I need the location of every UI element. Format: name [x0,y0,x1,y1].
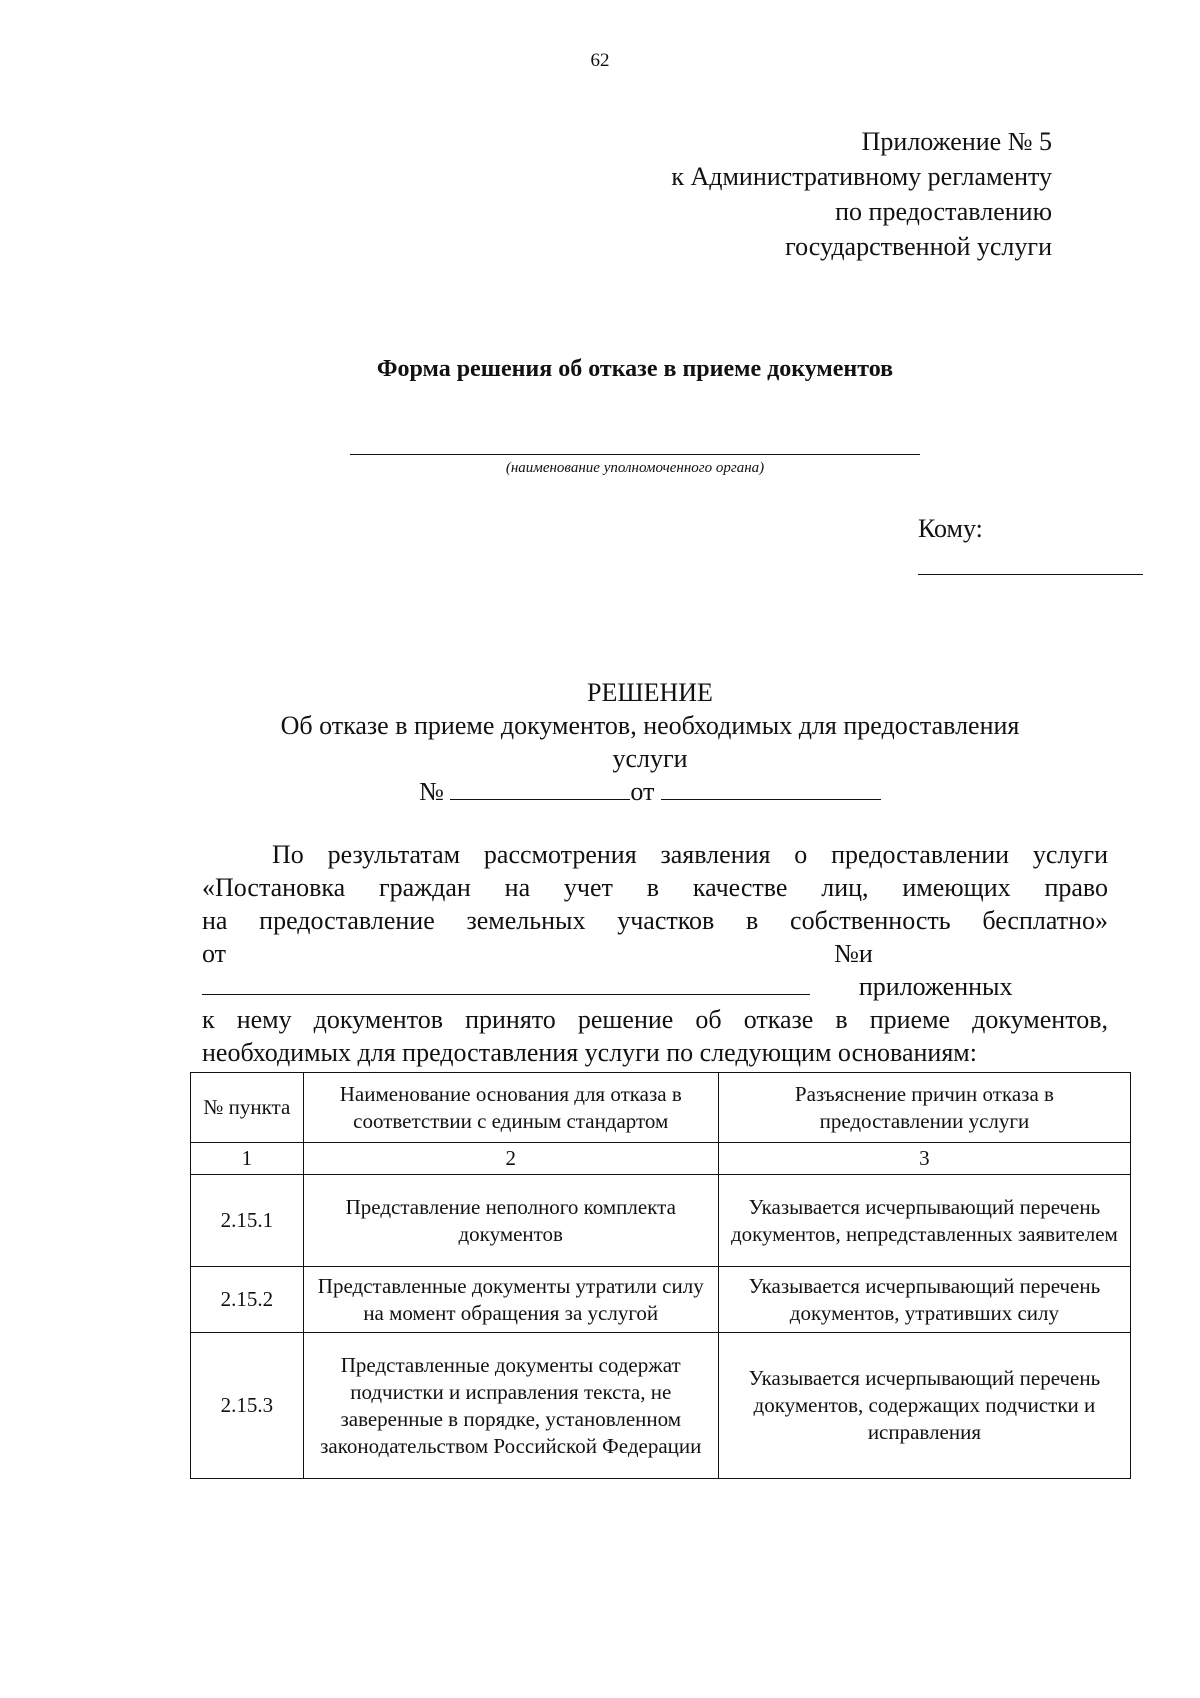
appendix-line-3: по предоставлению [835,197,1052,226]
table-row [191,1175,1131,1267]
form-title: Форма решения об отказе в приеме документов [376,356,894,382]
refusal-grounds-table [190,1072,1131,1479]
application-number-blank [202,970,810,995]
row-explanation: Указывается исчерпывающий перечень документов, содержащих подчистки и исправления [718,1333,1130,1479]
decision-subtitle-line-2: услуги [612,744,688,773]
body-line-5: к нему документов принято решение об отказе в приеме документов, [202,1005,1108,1034]
table-row [191,1267,1131,1333]
column-number-1: 1 [191,1143,304,1175]
row-explanation: Указывается исчерпывающий перечень документов, утративших силу [718,1267,1130,1333]
appendix-line-1: Приложение № 5 [861,127,1052,156]
appendix-header [671,124,1052,264]
table-header-row [191,1073,1131,1143]
decision-number-line [220,775,1080,808]
header-item-number: № пункта [191,1073,304,1143]
recipient-blank-line [918,574,1143,575]
column-number-2: 2 [303,1143,718,1175]
date-prefix: от [630,777,655,806]
body-line-4 [202,937,1108,1003]
number-prefix: № [419,777,444,806]
decision-heading: РЕШЕНИЕ [587,678,713,707]
organ-name-caption: (наименование уполномоченного органа) [505,460,765,476]
appendix-line-2: к Административному регламенту [671,162,1052,191]
application-number-prefix: от № [202,939,859,968]
decision-heading-block [220,676,1080,808]
body-line-6: необходимых для предоставления услуги по следующим основаниям: [202,1038,977,1067]
decision-body-text [202,838,1108,1069]
row-ground: Представленные документы утратили силу на момент обращения за услугой [303,1267,718,1333]
page-number: 62 [590,50,610,71]
header-ground-name: Наименование основания для отказа в соответствии с единым стандартом [303,1073,718,1143]
recipient-label: Кому: [918,514,983,543]
header-explanation: Разъяснение причин отказа в предоставлении услуги [718,1073,1130,1143]
appendix-line-4: государственной услуги [785,232,1052,261]
column-number-3: 3 [718,1143,1130,1175]
organ-name-blank-line [350,454,920,455]
row-explanation: Указывается исчерпывающий перечень документов, непредставленных заявителем [718,1175,1130,1267]
row-ground: Представленные документы содержат подчистки и исправления текста, не заверенные в порядке, установленном законодательством Российской Федерации [303,1333,718,1479]
body-line-3: на предоставление земельных участков в собственность бесплатно» [202,906,1108,935]
application-line-suffix: и приложенных [858,939,1013,1001]
table-column-number-row [191,1143,1131,1175]
decision-number-blank [450,775,630,800]
row-item-number: 2.15.1 [191,1175,304,1267]
row-item-number: 2.15.3 [191,1333,304,1479]
row-ground: Представление неполного комплекта документов [303,1175,718,1267]
body-line-2: «Постановка граждан на учет в качестве лиц, имеющих право [202,873,1108,902]
body-line-1: По результатам рассмотрения заявления о предоставлении услуги [272,840,1108,869]
decision-subtitle-line-1: Об отказе в приеме документов, необходимых для предоставления [280,711,1020,740]
decision-date-blank [661,775,881,800]
table-row [191,1333,1131,1479]
row-item-number: 2.15.2 [191,1267,304,1333]
